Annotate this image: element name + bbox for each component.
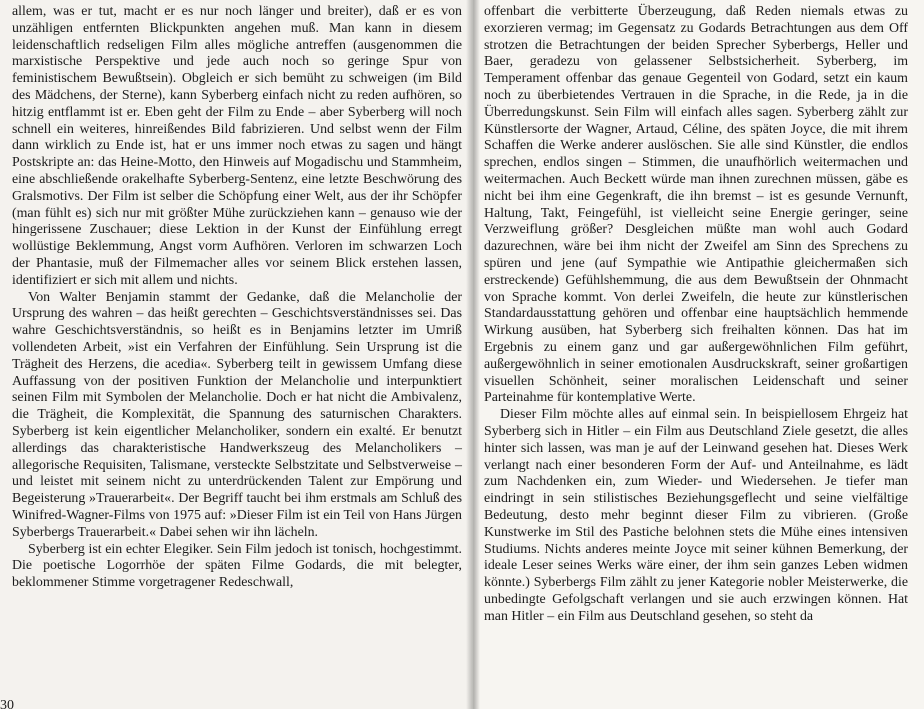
paragraph: Von Walter Benjamin stammt der Gedanke, daß die Melancholie der Ursprung des wahren – das heißt gerechten – Geschichtsverständnisses sei. Das wahre Geschichtsverständnis, so heißt es in Benjamins letzter im Umriß vollendeten Arbeit, »ist ein Verfahren der Einfühlung. Sein Ursprung ist die Trägheit des Herzens, die acedia«. Syberberg teilt in gewissem Umfang diese Auffassung von der positiven Funktion der Melancholie und interpunktiert seinen Film mit Symbolen der Melancholie. Doch er hat nicht die Ambivalenz, die Trägheit, die Komplexität, die Spannung des saturnischen Charakters. Syberberg ist kein eigentlicher Melancholiker, sondern ein exalté. Er benutzt allerdings das charakteristische Handwerkszeug des Melancholikers – allegorische Requisiten, Talismane, versteckte Selbstzitate und Selbstverweise – und leistet mit seinem nicht zu unterdrückenden Talent zur Empörung und Begeisterung »Trauerarbeit«. Der Begriff taucht bei ihm erstmals am Schluß des Winifred-Wagner-Films von 1975 auf: »Dieser Film ist ein Teil von Hans Jürgen Syberbergs Trauerarbeit.« Dabei sehen wir ihn lächeln. [12, 289, 462, 540]
right-page-text [484, 4, 908, 625]
paragraph: offenbart die verbitterte Überzeugung, daß Reden niemals etwas zu exorzieren vermag; im Gegensatz zu Godards Betrachtungen aus dem Off strotzen die Betrachtungen der beiden Sprecher Syberbergs, Heller und Baer, geradezu von gelassener Selbstsicherheit. Syberberg, im Temperament offenbar das genaue Gegenteil von Godard, setzt ein kaum noch zu überbietendes Vertrauen in die Sprache, in die Rede, ja in die Überredungskunst. Sein Film will einfach alles sagen. Syberberg zählt zur Künstlersorte der Wagner, Artaud, Céline, des späten Joyce, die mit ihrem Schaffen die Werke anderer auslöschen. Sie alle sind Künstler, die endlos sprechen, endlos singen – Stimmen, die unaufhörlich weitermachen und weitermachen. Auch Beckett würde man ihnen zurechnen müssen, gäbe es nicht bei ihm eine Gegenkraft, die ihn bremst – ist es gesunde Vernunft, Haltung, Takt, Feingefühl, ist vielleicht seine Energie geringer, seine Verzweiflung größer? Desgleichen müßte man wohl auch Godard dazurechnen, wäre bei ihm nicht der Zweifel am Sinn des Sprechens zu spüren und jene (auf Sympathie wie Antipathie gleichermaßen sich erstreckende) Gefühlshemmung, die aus dem Bewußtsein der Ohnmacht von Sprache kommt. Von derlei Zweifeln, die heute zur künstlerischen Standardausstattung gehören und offenbar eine hauptsächlich hemmende Wirkung ausüben, hat Syberberg sich freihalten können. Das hat im Ergebnis zu einem ganz und gar außergewöhnlichen Film geführt, außergewöhnlich in seiner emotionalen Ausdruckskraft, seiner großartigen visuellen Schönheit, seiner moralischen Leidenschaft und seiner Parteinahme für kontemplative Werte. [484, 4, 908, 406]
left-page-text [12, 4, 462, 592]
paragraph: Syberberg ist ein echter Elegiker. Sein Film jedoch ist tonisch, hochgestimmt. Die poetische Logorrhöe der späten Filme Godards, die mit belegter, beklommener Stimme vorgetragener Redeschwall, [12, 541, 462, 591]
page-number: 30 [0, 698, 14, 709]
paragraph: Dieser Film möchte alles auf einmal sein. In beispiellosem Ehrgeiz hat Syberberg sich in Hitler – ein Film aus Deutschland Ziele gesetzt, die alles hinter sich lassen, was man je auf der Leinwand gesehen hat. Dieses Werk verlangt nach einer besonderen Form der Auf- und Anteilnahme, es lädt zum Nachdenken ein, zum Wieder- und Wiedersehen. Je tiefer man eindringt in sein stilistisches Beziehungsgeflecht und seine vielfältige Bedeutung, desto mehr beginnt dieser Film zu vibrieren. (Große Kunstwerke im Stil des Pastiche belohnen stets die Mühe eines intensiven Studiums. Nichts anderes meinte Joyce mit seiner kühnen Bemerkung, der ideale Leser seines Werks wäre einer, der ihm sein ganzes Leben widmen könnte.) Syberbergs Film zählt zu jener Kategorie nobler Meisterwerke, die unbedingte Gefolgschaft verlangen und sie auch erzwingen können. Hat man Hitler – ein Film aus Deutschland gesehen, so steht da [484, 407, 908, 624]
paragraph: allem, was er tut, macht er es nur noch länger und breiter), daß er es von unzähligen entfernten Blickpunkten angehen muß. Man kann in diesem leidenschaftlich redseligen Film alles mögliche antreffen (ausgenommen die marxistische Perspektive und jede auch noch so geringe Spur von feministischem Bewußtsein). Obgleich er sich bemüht zu schweigen (im Bild des Mädchens, der Sterne), kann Syberberg einfach nicht zu reden aufhören, so hitzig entflammt ist er. Eben geht der Film zu Ende – aber Syberberg will noch schnell ein weiteres, hinreißendes Bild fabrizieren. Und selbst wenn der Film dann wirklich zu Ende ist, hat er uns immer noch etwas zu sagen und hängt Postskripte an: das Heine-Motto, den Hinweis auf Mogadischu und Stammheim, eine abschließende orakelhafte Syberberg-Sentenz, eine letzte Beschwörung des Gralsmotivs. Der Film ist selber die Schöpfung einer Welt, aus der ihr Schöpfer (man fühlt es) sich nur mit größter Mühe zurückziehen kann – genauso wie der hingerissene Zuschauer; diese Lektion in der Kunst der Einfühlung erregt wollüstige Beklemmung, Angst vorm Aufhören. Verloren im schwarzen Loch der Phantasie, muß der Filmemacher alles vor seinem Blick erstehen lassen, identifiziert er sich mit allem und nichts. [12, 4, 462, 288]
right-page [472, 0, 924, 709]
